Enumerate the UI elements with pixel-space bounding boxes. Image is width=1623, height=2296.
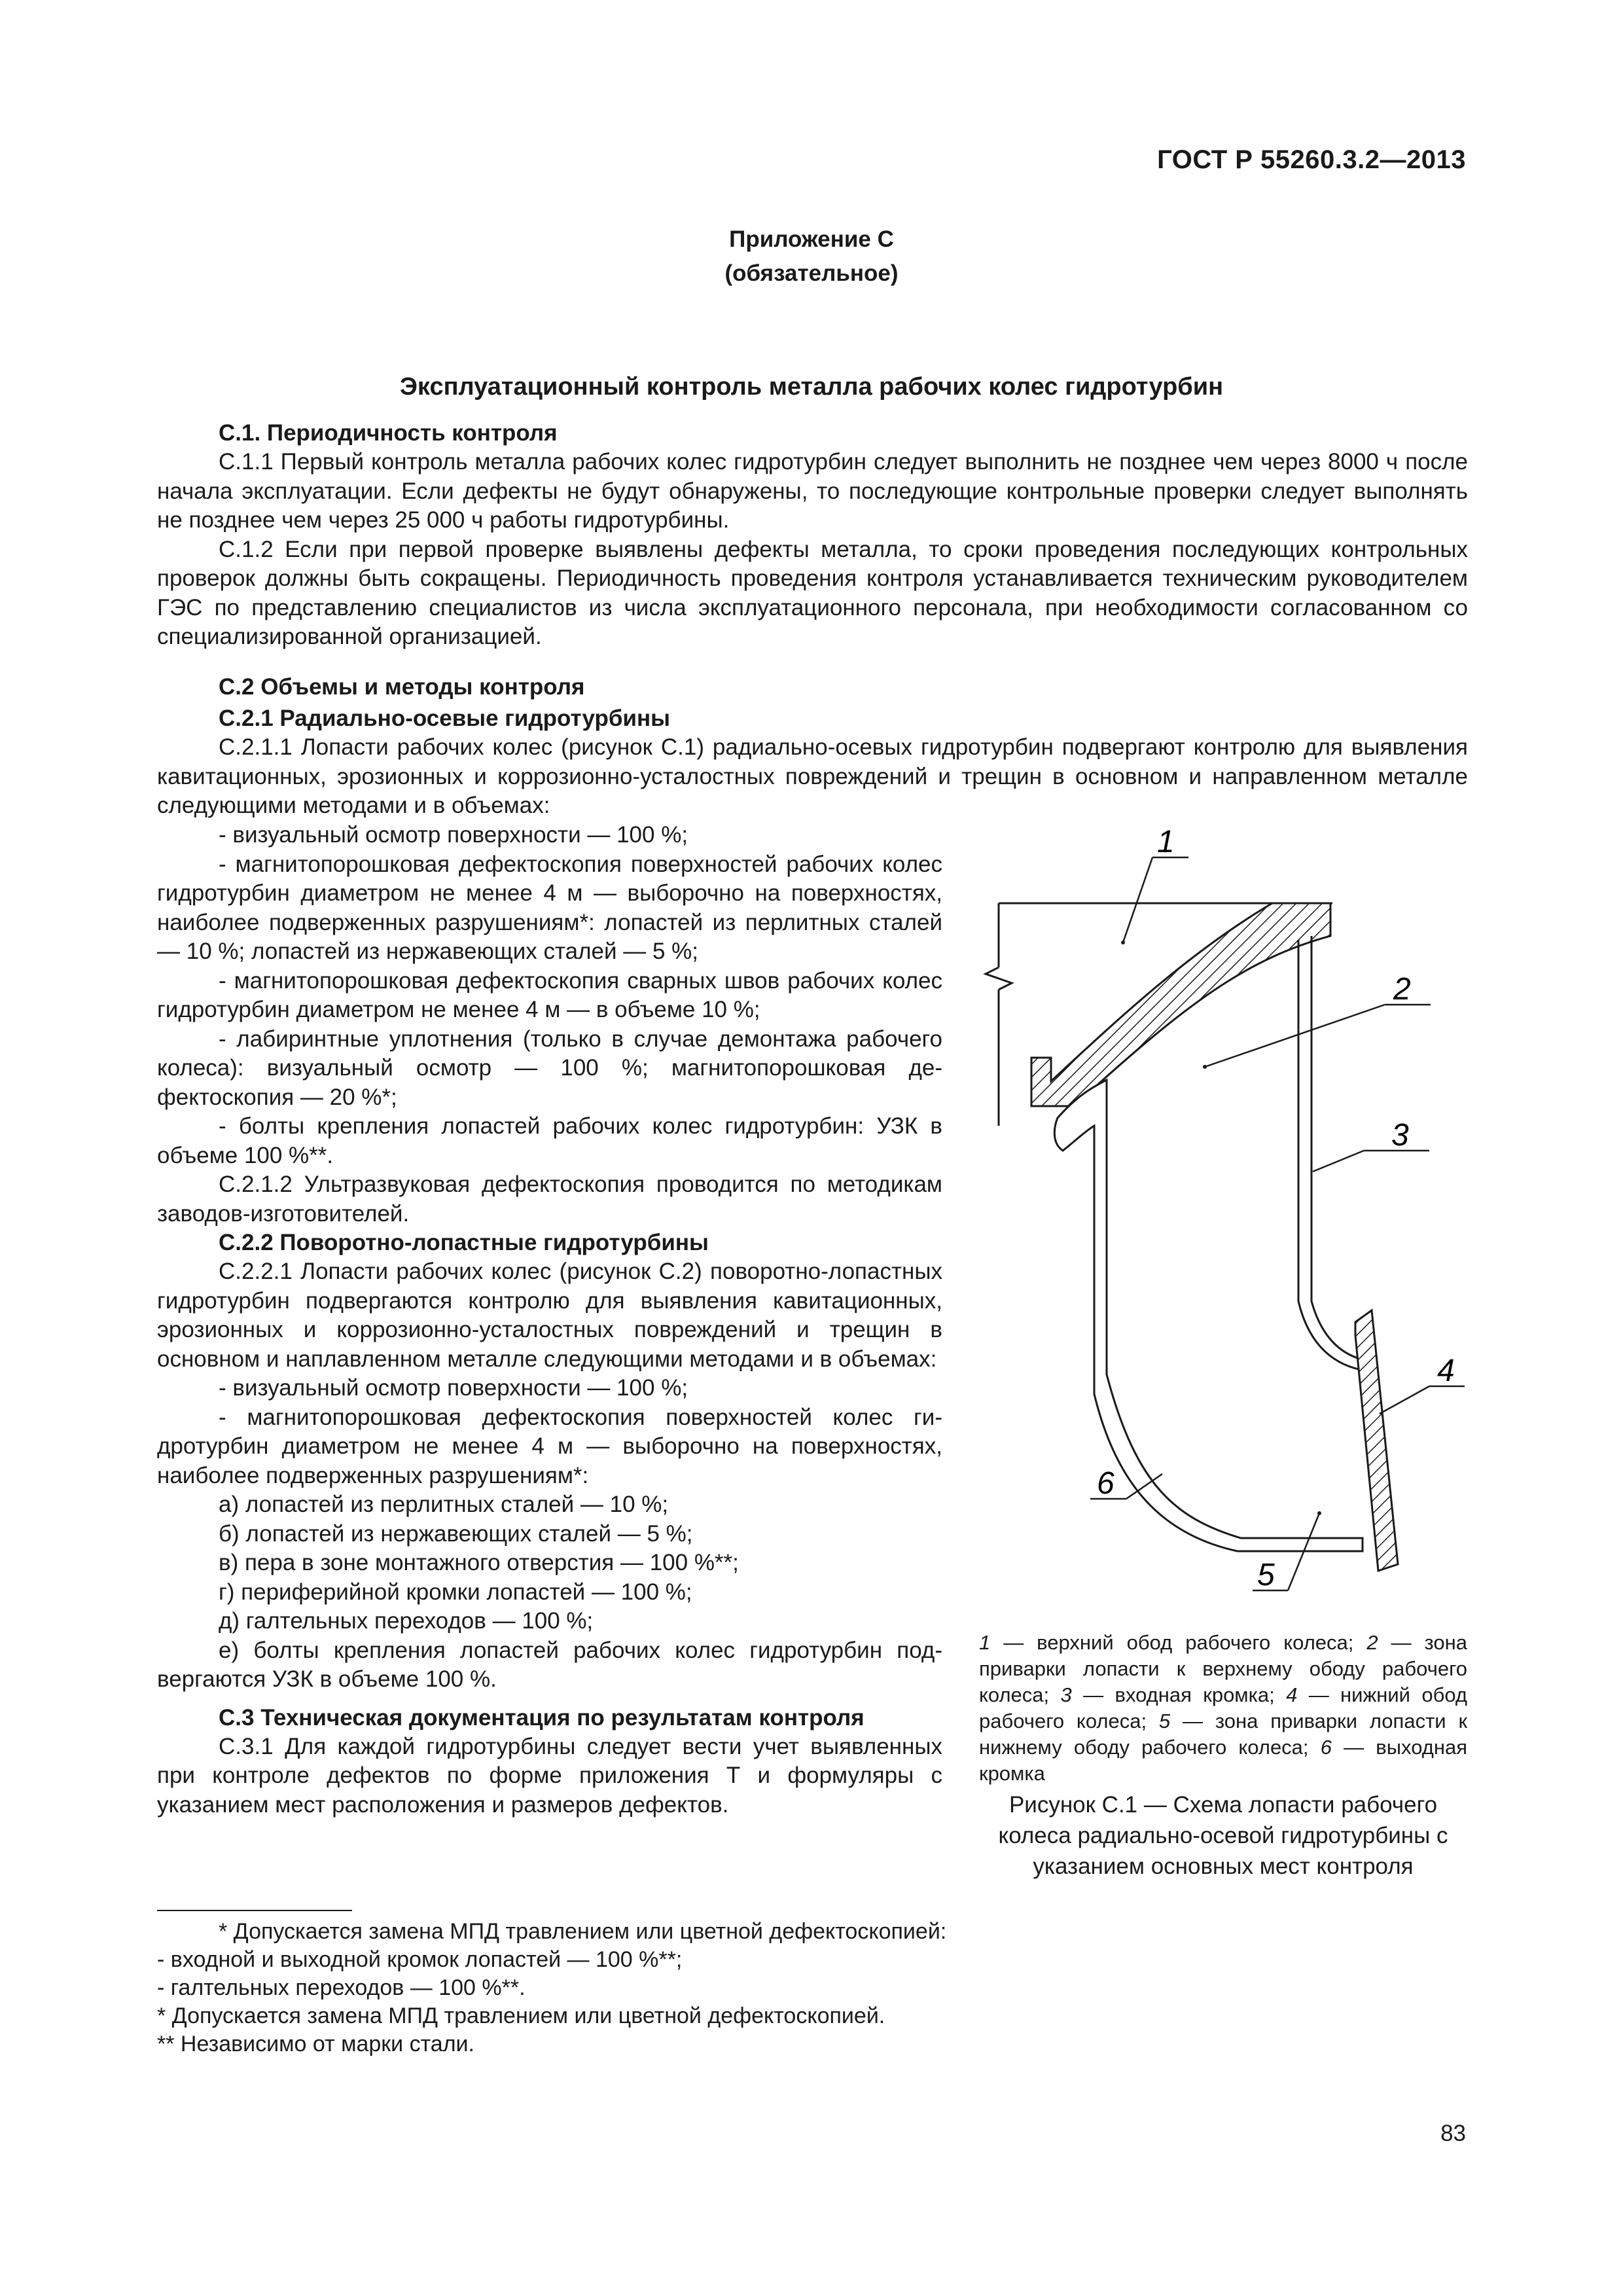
label-6-text: 6: [1097, 1466, 1115, 1501]
section-c1: [157, 419, 1468, 652]
list-item: в) пера в зоне монтажного отверстия — 100 %**;: [219, 1550, 739, 1575]
footnote-divider: [157, 1910, 352, 1911]
list-item: - лабиринтные уплотнения (только в случае демонтажа рабочего колеса): визуальный осмотр — 100 %; магнитопорошковая дефектоскопия — 20 %*;: [157, 1026, 942, 1110]
legend-number: 1: [979, 1631, 991, 1654]
subsection-c2-1-heading: С.2.1 Радиально-осевые гидротурбины: [219, 706, 671, 731]
list-item: - визуальный осмотр поверхности — 100 %;: [219, 822, 688, 848]
crown-weld-zone: [1031, 903, 1330, 1106]
list-item: - магнитопорошковая дефектоскопия поверхностей рабочих колес гидротурбин диаметром не менее 4 м — выборочно на поверхностях, наиболее подверженных разрушениям*: лопастей из перлитных сталей — 10 %; лопастей из нержавеющих сталей — 5 %;: [157, 851, 942, 964]
legend-text: — нижний обод рабочего колеса;: [979, 1683, 1467, 1732]
label-3: [1313, 1118, 1429, 1172]
list-item: - болты крепления лопастей рабочих колес гидротурбин: УЗК в объеме 100 %**.: [157, 1113, 942, 1168]
label-4-text: 4: [1437, 1354, 1455, 1388]
list-item: а) лопастей из перлитных сталей — 10 %;: [219, 1492, 669, 1517]
legend-number: 6: [1320, 1736, 1332, 1759]
list-item: - магнитопорошковая дефектоскопия поверхностей колес гидротурбин диаметром не менее 4 м — выборочно на поверхностях, наиболее подверженных разрушениям*:: [157, 1404, 942, 1488]
section-c2-heading: С.2 Объемы и методы контроля: [219, 674, 585, 700]
footnotes: [157, 1918, 1335, 2058]
list-item: б) лопастей из нержавеющих сталей — 5 %;: [219, 1520, 693, 1547]
legend-number: 3: [1060, 1683, 1072, 1706]
section-c3-heading: С.3 Техническая документация по результатам контроля: [219, 1704, 865, 1731]
paragraph-c1-2: С.1.2 Если при первой проверке выявлены дефекты металла, то сроки проведения последующих контрольных проверок должны быть сокращены. Периодичность проведения контроля устанавливается техническим руководителем ГЭС по представлению специалистов из числа эксплуатационного персонала, при необходимости согласованном со специализированной организацией.: [157, 536, 1468, 649]
footnote: - входной и выходной кромок лопастей — 100 %**;: [157, 1947, 683, 1972]
footnote: ** Независимо от марки стали.: [157, 2032, 474, 2056]
list-item: - магнитопорошковая дефектоскопия сварных швов рабочих колес гидротурбин диаметром не менее 4 м — в объеме 10 %;: [157, 967, 942, 1022]
band-weld-zone: [1355, 1310, 1398, 1571]
legend-text: — зона приварки лопасти к верхнему ободу рабочего колеса;: [979, 1631, 1467, 1706]
legend-text: — выходная кромка: [979, 1736, 1467, 1785]
legend-text: — входная кромка;: [1071, 1683, 1287, 1706]
paragraph-c2-1-2: С.2.1.2 Ультразвуковая дефектоскопия проводится по методикам заводов-изготовителей.: [157, 1172, 942, 1227]
legend-text: — верхний обод рабочего колеса;: [990, 1631, 1367, 1654]
legend-number: 2: [1366, 1631, 1378, 1654]
figure-legend: [979, 1630, 1467, 1787]
label-5-text: 5: [1257, 1558, 1275, 1592]
section-c1-heading: С.1. Периодичность контроля: [219, 420, 558, 446]
label-2-text: 2: [1393, 972, 1411, 1007]
appendix-heading: [157, 223, 1466, 291]
label-3-text: 3: [1391, 1118, 1409, 1153]
footnote: - галтельных переходов — 100 %**.: [157, 1975, 526, 2000]
inlet-edge: [1311, 936, 1365, 1360]
footnote: * Допускается замена МПД травлением или цветной дефектоскопией:: [219, 1919, 947, 1944]
paragraph-c2-2-1: С.2.2.1 Лопасти рабочих колес (рисунок С.2) поворотно-лопастных гидротурбин подвергаются контролю для выявления кавитационных, эрозионных и коррозионно-усталостных повреждений и трещин в основном и наплавленном металле следующими методами и в объемах:: [157, 1259, 942, 1372]
section-c2: [157, 673, 1468, 821]
legend-text: — зона приварки лопасти к нижнему ободу рабочего колеса;: [979, 1710, 1468, 1759]
label-1-text: 1: [1157, 825, 1175, 859]
label-2: [1203, 972, 1431, 1069]
paragraph-c3-1: С.3.1 Для каждой гидротурбины следует вести учет выявленных при контроле дефектов по форме приложения Т и формуляры с указанием мест расположения и размеров дефектов.: [157, 1733, 942, 1818]
appendix-title: Приложение С: [729, 226, 894, 252]
list-item: е) болты крепления лопастей рабочих колес гидротурбин подвергаются УЗК в объеме 100 %.: [157, 1637, 942, 1692]
footnote: * Допускается замена МПД травлением или цветной дефектоскопией.: [157, 2003, 885, 2028]
runner-blade-diagram: [979, 818, 1476, 1636]
page-number: 83: [1440, 2121, 1466, 2146]
figure-caption: Рисунок С.1 — Схема лопасти рабочего колеса радиально-осевой гидротурбины с указанием основных мест контроля: [998, 1792, 1448, 1879]
left-column: [157, 821, 942, 1820]
document-title: Эксплуатационный контроль металла рабочих колес гидротурбин: [399, 373, 1224, 401]
list-item: д) галтельных переходов — 100 %;: [219, 1608, 594, 1634]
subsection-c2-2-heading: С.2.2 Поворотно-лопастные гидротурбины: [219, 1230, 709, 1255]
list-item: - визуальный осмотр поверхности — 100 %;: [219, 1375, 688, 1401]
label-1: [1121, 825, 1188, 944]
list-item: г) периферийной кромки лопастей — 100 %;: [219, 1579, 692, 1605]
paragraph-c1-1: С.1.1 Первый контроль металла рабочих колес гидротурбин следует выполнить не позднее чем через 8000 ч после начала эксплуатации. Если дефекты не будут обнаружены, то последующие контрольные проверки следует выполнять не позднее чем через 25 000 ч работы гидротурбины.: [157, 449, 1468, 533]
appendix-status: (обязательное): [724, 260, 899, 286]
label-4: [1380, 1354, 1465, 1414]
inlet-edge-inner: [1298, 940, 1370, 1371]
legend-number: 4: [1286, 1683, 1298, 1706]
paragraph-c2-1-1: С.2.1.1 Лопасти рабочих колес (рисунок С.1) радиально-осевых гидротурбин подвергают контролю для выявления кавитационных, эрозионных и коррозионно-усталостных повреждений и трещин в основном и направленном металле следующими методами и в объемах:: [157, 734, 1468, 818]
legend-number: 5: [1158, 1710, 1171, 1732]
document-code: ГОСТ Р 55260.3.2—2013: [1157, 145, 1466, 174]
